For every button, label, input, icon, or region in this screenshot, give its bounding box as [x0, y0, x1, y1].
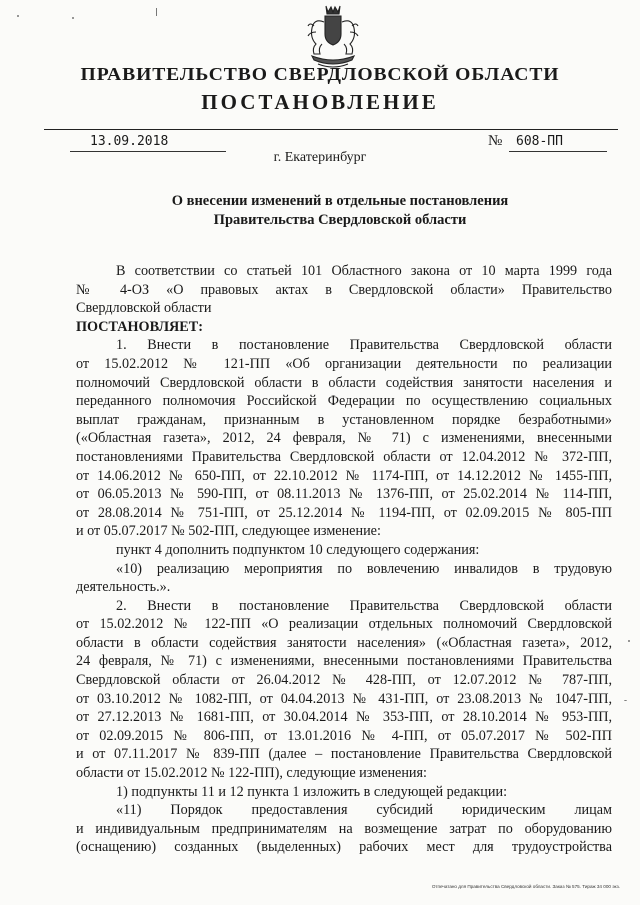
body-line: от 28.08.2014 № 751-ПП, от 25.12.2014 № 1194-ПП, от 02.09.2015 № 805-ПП [76, 504, 612, 521]
body-line: от 02.09.2015 № 806-ПП, от 13.01.2016 № 4-ПП, от 05.07.2017 № 502-ПП [76, 727, 612, 744]
body-line: 1. Внести в постановление Правительства Свердловской области [116, 337, 612, 354]
body-line: от 14.06.2012 № 650-ПП, от 22.10.2012 № 1174-ПП, от 14.12.2012 № 1455-ПП, [76, 467, 612, 484]
document-body [76, 262, 612, 857]
scan-speck [156, 8, 157, 16]
document-type: ПОСТАНОВЛЕНИЕ [201, 90, 439, 114]
body-line: от 15.02.2012 № 122-ПП «О реализации отдельных полномочий Свердловской [76, 616, 612, 633]
body-line: переданного полномочия Российской Федерации по осуществлению социальных [76, 393, 612, 410]
print-note: Отпечатано для Правительства Свердловской области. Заказ № 575. Тираж 34 000 экз. [431, 884, 620, 889]
body-line: («Областная газета», 2012, 24 февраля, № 71) с изменениями, внесенными [76, 430, 612, 447]
body-line: от 27.12.2013 № 1681-ПП, от 30.04.2014 № 353-ПП, от 28.10.2014 № 953-ПП, [76, 709, 612, 726]
body-line: «11) Порядок предоставления субсидий юридическим лицам [116, 802, 612, 819]
title-line: Правительства Свердловской области [213, 212, 467, 228]
body-line: и индивидуальным предпринимателям на возмещение затрат по оборудованию [76, 820, 612, 837]
body-line: полномочий Свердловской области в области содействия занятости населения и [76, 374, 612, 391]
body-line: ПОСТАНОВЛЯЕТ: [76, 318, 203, 335]
body-line: и от 05.07.2017 № 502-ПП, следующее изменение: [76, 523, 381, 540]
scan-speck [624, 700, 627, 701]
document-title [70, 192, 610, 230]
body-line: от 06.05.2013 № 590-ПП, от 08.11.2013 № 1376-ПП, от 25.02.2014 № 114-ПП, [76, 486, 612, 503]
body-line: 24 февраля, № 71) с изменениями, внесенными постановлениями Правительства [76, 653, 612, 670]
document-number: 608-ПП [516, 134, 563, 149]
body-line: 1) подпункты 11 и 12 пункта 1 изложить в следующей редакции: [116, 783, 508, 800]
body-line: постановлениями Правительства Свердловской области от 12.04.2012 № 372-ПП, [76, 448, 612, 465]
city-line: г. Екатеринбург [273, 150, 367, 165]
scan-speck [72, 17, 74, 19]
header-divider [44, 129, 618, 130]
scan-speck [628, 640, 630, 642]
scan-speck [17, 15, 19, 17]
body-line: 2. Внести в постановление Правительства Свердловской области [116, 597, 612, 614]
body-line: от 03.10.2012 № 1082-ПП, от 04.04.2013 № 431-ПП, от 23.08.2013 № 1047-ПП, [76, 690, 612, 707]
body-line: области от 15.02.2012 № 122-ПП), следующие изменения: [76, 765, 427, 782]
body-line: Свердловской области [76, 300, 212, 317]
body-line: № 4-ОЗ «О правовых актах в Свердловской области» Правительство [76, 281, 612, 298]
body-line: и от 07.11.2017 № 839-ПП (далее – постановление Правительства Свердловской [76, 746, 612, 763]
body-line: «10) реализацию мероприятия по вовлечению инвалидов в трудовую [116, 560, 612, 577]
body-line: пункт 4 дополнить подпунктом 10 следующего содержания: [116, 541, 480, 558]
body-line: Свердловской области от 26.04.2012 № 428-ПП, от 12.07.2012 № 787-ПП, [76, 672, 612, 689]
body-line: В соответствии со статьей 101 Областного закона от 10 марта 1999 года [116, 263, 612, 279]
body-line: (оснащению) созданных (выделенных) рабочих мест для трудоустройства [76, 839, 612, 856]
document-date: 13.09.2018 [90, 134, 169, 149]
body-line: от 15.02.2012 № 121-ПП «Об организации деятельности по реализации [76, 355, 612, 372]
body-line: области в области содействия занятости населения» («Областная газета», 2012, [76, 634, 612, 651]
title-line: О внесении изменений в отдельные постановления [171, 193, 509, 209]
body-line: выплат гражданам, признанным в установленном порядке безработными» [76, 411, 612, 428]
body-line: деятельность.». [76, 579, 171, 596]
number-sign: № [488, 133, 503, 149]
government-name: ПРАВИТЕЛЬСТВО СВЕРДЛОВСКОЙ ОБЛАСТИ [80, 64, 560, 84]
